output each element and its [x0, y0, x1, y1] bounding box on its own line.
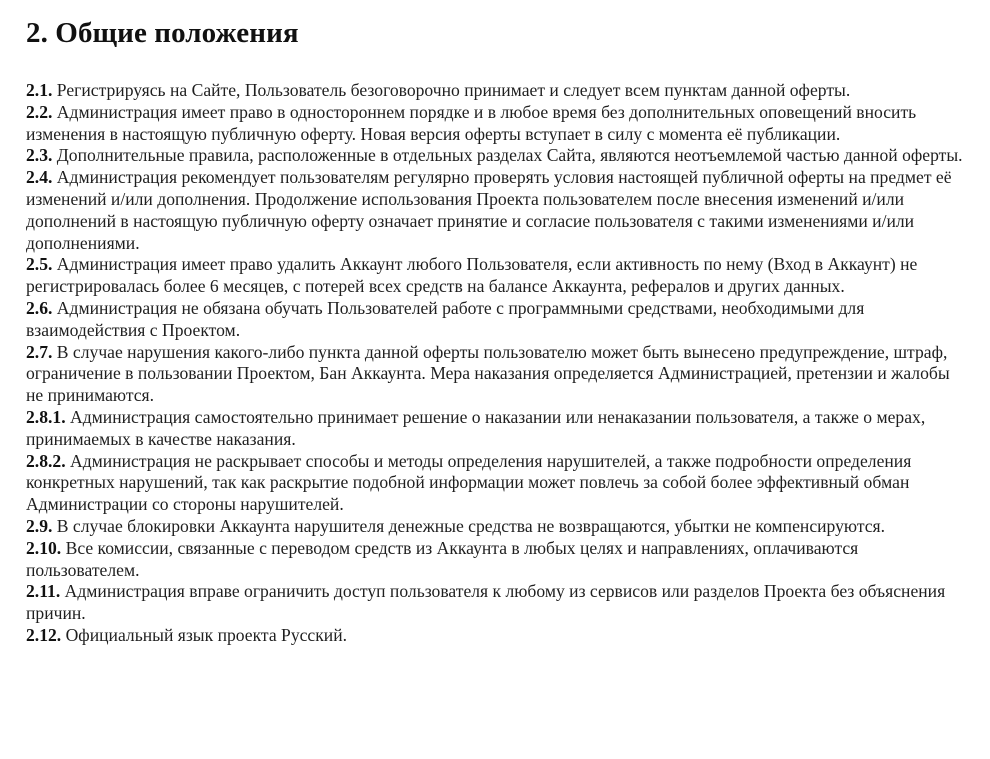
clause-number: 2.11.	[26, 581, 61, 602]
clause-text: Администрация не раскрывает способы и методы определения нарушителей, а также подробности определения конкретных нарушений, так как раскрытие подобной информации может повлечь за собой более эффективный обман Администрации со стороны нарушителей.	[26, 450, 912, 515]
clause-text: Дополнительные правила, расположенные в отдельных разделах Сайта, являются неотъемлемой частью данной оферты.	[56, 145, 963, 166]
clause-2-6	[26, 298, 966, 342]
clause-text: В случае нарушения какого-либо пункта данной оферты пользователю может быть вынесено предупреждение, штраф, ограничение в пользовании Проектом, Бан Аккаунта. Мера наказания определяется Администрацией, претензии и жалобы не принимаются.	[26, 341, 950, 406]
clause-text: Администрация рекомендует пользователям регулярно проверять условия настоящей публичной оферты на предмет её изменений и/или дополнения. Продолжение использования Проекта пользователем после внесения изменений и/или дополнений в настоящую публичную оферту означает принятие и согласие пользователя с такими изменениями и/или дополнениями.	[26, 167, 952, 253]
clause-text: Администрация имеет право удалить Аккаунт любого Пользователя, если активность по нему (Вход в Аккаунт) не регистрировалась более 6 месяцев, с потерей всех средств на балансе Аккаунта, рефералов и других данных.	[26, 254, 918, 297]
clause-number: 2.5.	[26, 254, 53, 275]
clause-number: 2.8.2.	[26, 450, 66, 471]
clause-2-8-2	[26, 451, 966, 516]
section-title: 2. Общие положения	[26, 17, 299, 49]
clause-text: Регистрируясь на Сайте, Пользователь безоговорочно принимает и следует всем пунктам данной оферты.	[56, 80, 851, 100]
clause-text: Администрация вправе ограничить доступ пользователя к любому из сервисов или разделов Проекта без объяснения причин.	[26, 581, 946, 624]
clause-number: 2.8.1.	[26, 406, 66, 427]
clause-number: 2.9.	[26, 515, 53, 536]
clause-list	[26, 80, 966, 647]
clause-2-1	[26, 80, 966, 102]
document-page	[26, 14, 966, 647]
clause-number: 2.10.	[26, 537, 62, 558]
clause-2-2	[26, 102, 966, 146]
clause-text: В случае блокировки Аккаунта нарушителя денежные средства не возвращаются, убытки не компенсируются.	[56, 515, 886, 536]
clause-2-7	[26, 342, 966, 407]
clause-number: 2.12.	[26, 624, 62, 645]
clause-2-12	[26, 625, 966, 647]
clause-text: Все комиссии, связанные с переводом средств из Аккаунта в любых целях и направлениях, оплачиваются пользователем.	[26, 537, 859, 580]
clause-number: 2.3.	[26, 145, 53, 166]
clause-text: Администрация самостоятельно принимает решение о наказании или ненаказании пользователя, а также о мерах, принимаемых в качестве наказания.	[26, 406, 926, 449]
clause-number: 2.6.	[26, 297, 53, 318]
clause-2-9	[26, 516, 966, 538]
clause-number: 2.1.	[26, 80, 53, 100]
clause-2-8-1	[26, 407, 966, 451]
clause-2-5	[26, 254, 966, 298]
clause-text: Администрация имеет право в одностороннем порядке и в любое время без дополнительных оповещений вносить изменения в настоящую публичную оферту. Новая версия оферты вступает в силу с момента её публикации.	[26, 101, 917, 144]
clause-text: Официальный язык проекта Русский.	[65, 624, 348, 645]
clause-2-3	[26, 145, 966, 167]
clause-2-4	[26, 167, 966, 254]
clause-text: Администрация не обязана обучать Пользователей работе с программными средствами, необходимыми для взаимодействия с Проектом.	[26, 297, 865, 340]
clause-number: 2.7.	[26, 341, 53, 362]
clause-number: 2.2.	[26, 101, 53, 122]
clause-2-10	[26, 538, 966, 582]
clause-2-11	[26, 581, 966, 625]
clause-number: 2.4.	[26, 167, 53, 188]
